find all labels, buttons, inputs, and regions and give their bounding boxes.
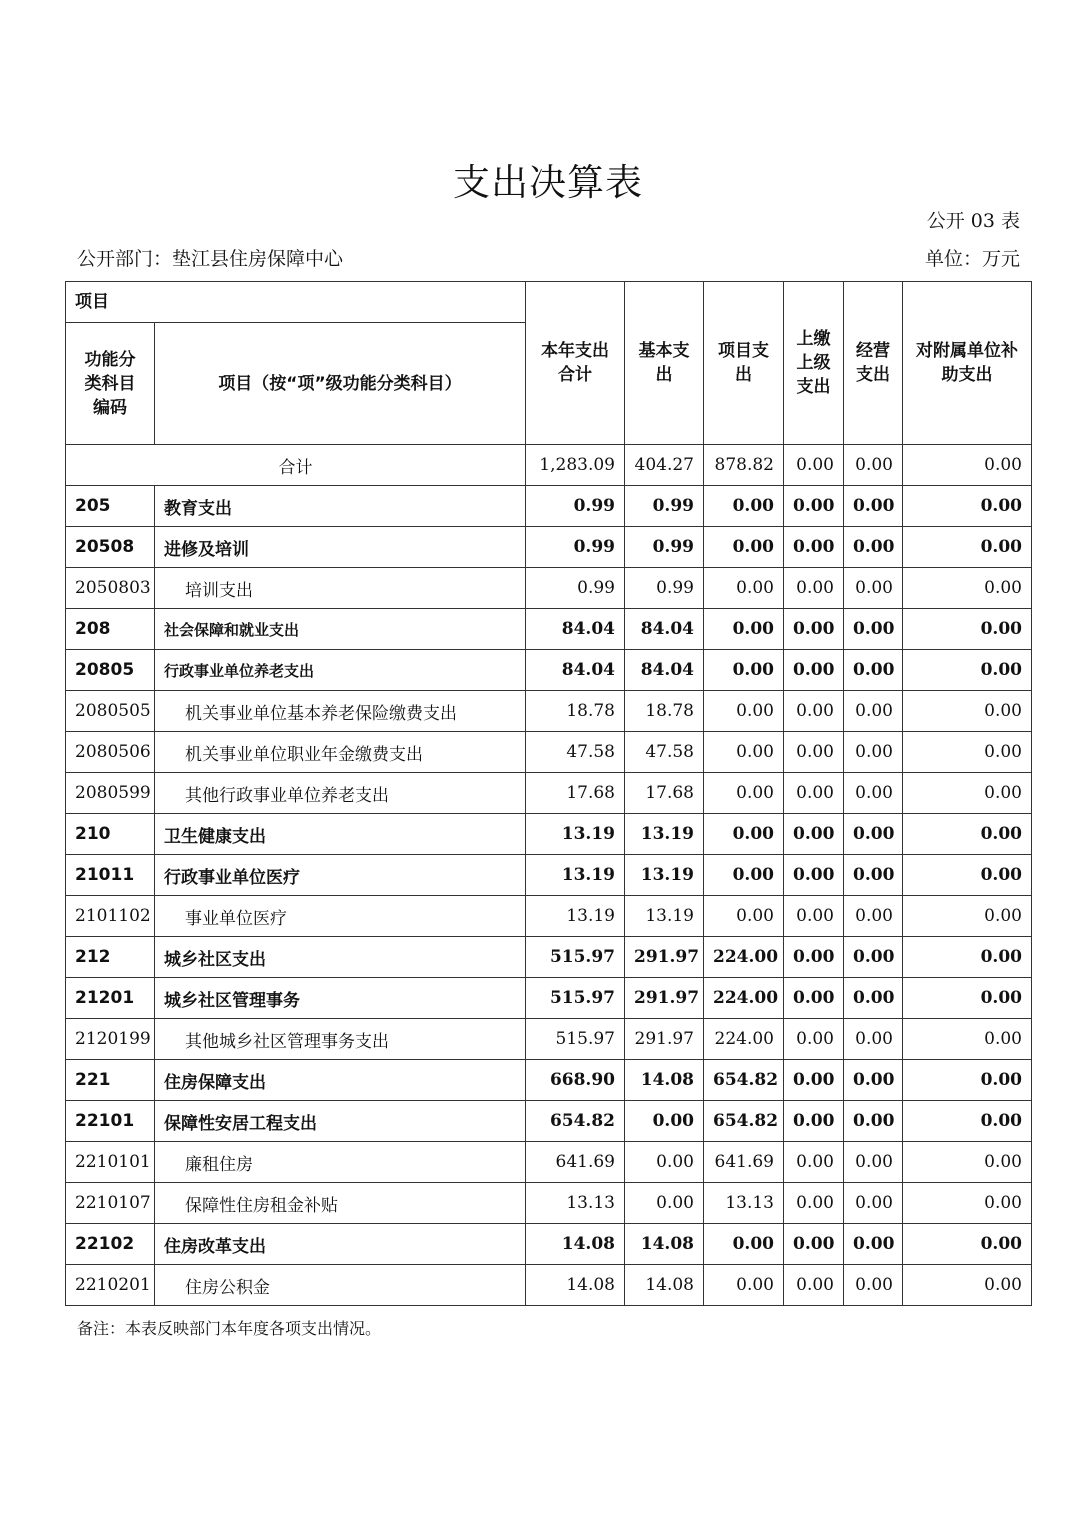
row-name: 机关事业单位基本养老保险缴费支出 xyxy=(155,691,526,732)
row-code: 2080599 xyxy=(66,773,155,814)
row-code: 2120199 xyxy=(66,1019,155,1060)
row-value: 0.00 xyxy=(844,1265,903,1306)
row-value: 0.99 xyxy=(625,486,704,527)
row-name: 教育支出 xyxy=(155,486,526,527)
row-value: 13.19 xyxy=(526,896,625,937)
row-value: 14.08 xyxy=(526,1224,625,1265)
row-value: 84.04 xyxy=(526,609,625,650)
row-code: 221 xyxy=(66,1060,155,1101)
row-code: 20508 xyxy=(66,527,155,568)
row-name: 廉租住房 xyxy=(155,1142,526,1183)
row-value: 13.19 xyxy=(625,896,704,937)
row-value: 0.00 xyxy=(903,814,1032,855)
row-value: 0.00 xyxy=(704,896,784,937)
row-value: 84.04 xyxy=(625,650,704,691)
row-value: 0.00 xyxy=(844,855,903,896)
row-value: 0.00 xyxy=(903,855,1032,896)
row-value: 0.00 xyxy=(784,773,844,814)
row-value: 291.97 xyxy=(625,978,704,1019)
row-value: 0.00 xyxy=(844,896,903,937)
row-value: 515.97 xyxy=(526,937,625,978)
row-value: 18.78 xyxy=(526,691,625,732)
table-row xyxy=(66,773,1032,814)
total-value: 878.82 xyxy=(704,445,784,486)
row-value: 0.00 xyxy=(704,1224,784,1265)
header-operating: 经营支出 xyxy=(844,282,903,445)
row-value: 0.99 xyxy=(526,568,625,609)
row-code: 2210201 xyxy=(66,1265,155,1306)
row-value: 0.00 xyxy=(704,486,784,527)
row-value: 0.00 xyxy=(903,568,1032,609)
total-label: 合计 xyxy=(66,445,526,486)
row-value: 17.68 xyxy=(625,773,704,814)
table-row xyxy=(66,978,1032,1019)
row-value: 0.99 xyxy=(625,527,704,568)
row-value: 0.00 xyxy=(625,1142,704,1183)
row-value: 224.00 xyxy=(704,978,784,1019)
row-value: 14.08 xyxy=(625,1265,704,1306)
row-value: 0.00 xyxy=(903,609,1032,650)
row-value: 84.04 xyxy=(526,650,625,691)
header-remit: 上缴上级支出 xyxy=(784,282,844,445)
total-value: 404.27 xyxy=(625,445,704,486)
row-value: 0.00 xyxy=(784,486,844,527)
row-name: 社会保障和就业支出 xyxy=(155,609,526,650)
row-value: 0.00 xyxy=(704,609,784,650)
table-row xyxy=(66,568,1032,609)
row-value: 0.00 xyxy=(784,527,844,568)
row-value: 641.69 xyxy=(526,1142,625,1183)
row-name: 行政事业单位养老支出 xyxy=(155,650,526,691)
row-value: 515.97 xyxy=(526,1019,625,1060)
row-code: 2050803 xyxy=(66,568,155,609)
row-value: 0.00 xyxy=(784,1224,844,1265)
row-code: 205 xyxy=(66,486,155,527)
header-item: 项目（按“项”级功能分类科目） xyxy=(155,323,526,445)
table-row xyxy=(66,650,1032,691)
form-number: 公开 03 表 xyxy=(926,210,1020,232)
table-row xyxy=(66,486,1032,527)
table-row xyxy=(66,732,1032,773)
row-code: 210 xyxy=(66,814,155,855)
row-value: 13.19 xyxy=(625,814,704,855)
table-row xyxy=(66,1183,1032,1224)
table-row xyxy=(66,527,1032,568)
header-project-exp: 项目支出 xyxy=(704,282,784,445)
row-value: 14.08 xyxy=(625,1224,704,1265)
row-name: 培训支出 xyxy=(155,568,526,609)
row-value: 0.00 xyxy=(704,855,784,896)
row-value: 0.00 xyxy=(903,527,1032,568)
row-code: 2210101 xyxy=(66,1142,155,1183)
row-value: 0.00 xyxy=(784,1183,844,1224)
table-row xyxy=(66,1224,1032,1265)
row-value: 0.00 xyxy=(844,486,903,527)
row-name: 保障性安居工程支出 xyxy=(155,1101,526,1142)
row-name: 事业单位医疗 xyxy=(155,896,526,937)
row-name: 进修及培训 xyxy=(155,527,526,568)
row-value: 13.19 xyxy=(526,814,625,855)
row-value: 0.00 xyxy=(844,937,903,978)
row-value: 0.00 xyxy=(844,1019,903,1060)
unit-label: 单位：万元 xyxy=(924,248,1020,270)
row-value: 654.82 xyxy=(704,1101,784,1142)
row-value: 515.97 xyxy=(526,978,625,1019)
table-row xyxy=(66,1142,1032,1183)
row-value: 14.08 xyxy=(625,1060,704,1101)
row-value: 0.00 xyxy=(704,527,784,568)
row-code: 22102 xyxy=(66,1224,155,1265)
row-value: 13.19 xyxy=(625,855,704,896)
row-value: 291.97 xyxy=(625,937,704,978)
header-subsidy: 对附属单位补助支出 xyxy=(903,282,1032,445)
row-value: 0.00 xyxy=(903,1224,1032,1265)
table-row xyxy=(66,1101,1032,1142)
footnote: 备注：本表反映部门本年度各项支出情况。 xyxy=(77,1319,382,1338)
row-value: 17.68 xyxy=(526,773,625,814)
row-value: 0.00 xyxy=(844,814,903,855)
total-value: 0.00 xyxy=(784,445,844,486)
row-value: 0.00 xyxy=(844,773,903,814)
row-value: 13.13 xyxy=(526,1183,625,1224)
row-value: 13.13 xyxy=(704,1183,784,1224)
row-value: 0.00 xyxy=(903,486,1032,527)
department-label: 公开部门：垫江县住房保障中心 xyxy=(77,248,344,270)
row-value: 0.00 xyxy=(784,978,844,1019)
header-basic: 基本支出 xyxy=(625,282,704,445)
row-value: 291.97 xyxy=(625,1019,704,1060)
table-row xyxy=(66,814,1032,855)
row-code: 21201 xyxy=(66,978,155,1019)
row-value: 0.00 xyxy=(704,814,784,855)
page-title: 支出决算表 xyxy=(453,161,643,204)
row-value: 0.00 xyxy=(844,1183,903,1224)
row-value: 0.00 xyxy=(704,568,784,609)
row-value: 18.78 xyxy=(625,691,704,732)
row-name: 城乡社区管理事务 xyxy=(155,978,526,1019)
table-row xyxy=(66,1019,1032,1060)
row-value: 0.00 xyxy=(903,1019,1032,1060)
row-value: 0.00 xyxy=(704,691,784,732)
row-value: 0.00 xyxy=(784,1060,844,1101)
row-value: 0.99 xyxy=(526,527,625,568)
header-code: 功能分类科目编码 xyxy=(66,323,155,445)
row-value: 0.00 xyxy=(784,1101,844,1142)
table-row xyxy=(66,1060,1032,1101)
row-value: 0.00 xyxy=(844,650,903,691)
row-name: 机关事业单位职业年金缴费支出 xyxy=(155,732,526,773)
row-code: 212 xyxy=(66,937,155,978)
row-value: 0.00 xyxy=(903,896,1032,937)
row-value: 0.00 xyxy=(903,1142,1032,1183)
row-value: 668.90 xyxy=(526,1060,625,1101)
row-value: 654.82 xyxy=(704,1060,784,1101)
total-value: 0.00 xyxy=(903,445,1032,486)
row-value: 224.00 xyxy=(704,1019,784,1060)
row-value: 0.00 xyxy=(844,732,903,773)
row-value: 0.00 xyxy=(784,814,844,855)
row-code: 208 xyxy=(66,609,155,650)
row-value: 0.00 xyxy=(844,527,903,568)
row-value: 0.00 xyxy=(784,650,844,691)
row-value: 0.00 xyxy=(784,609,844,650)
row-value: 14.08 xyxy=(526,1265,625,1306)
row-value: 0.00 xyxy=(784,937,844,978)
row-value: 0.00 xyxy=(903,1265,1032,1306)
row-value: 0.00 xyxy=(784,568,844,609)
row-value: 0.00 xyxy=(903,1101,1032,1142)
row-value: 224.00 xyxy=(704,937,784,978)
header-project: 项目 xyxy=(66,282,526,323)
row-name: 其他行政事业单位养老支出 xyxy=(155,773,526,814)
row-name: 行政事业单位医疗 xyxy=(155,855,526,896)
row-code: 2080506 xyxy=(66,732,155,773)
row-value: 0.00 xyxy=(903,1060,1032,1101)
row-value: 0.00 xyxy=(784,1142,844,1183)
total-row xyxy=(66,445,1032,486)
row-name: 住房公积金 xyxy=(155,1265,526,1306)
row-code: 22101 xyxy=(66,1101,155,1142)
row-value: 0.00 xyxy=(903,732,1032,773)
table-row xyxy=(66,691,1032,732)
row-value: 0.00 xyxy=(784,896,844,937)
row-value: 0.00 xyxy=(903,978,1032,1019)
row-name: 城乡社区支出 xyxy=(155,937,526,978)
row-value: 0.00 xyxy=(784,855,844,896)
total-value: 0.00 xyxy=(844,445,903,486)
row-value: 0.00 xyxy=(704,1265,784,1306)
row-code: 21011 xyxy=(66,855,155,896)
row-value: 0.00 xyxy=(784,691,844,732)
row-value: 0.00 xyxy=(844,691,903,732)
row-value: 0.00 xyxy=(903,773,1032,814)
row-value: 47.58 xyxy=(625,732,704,773)
row-value: 0.00 xyxy=(704,650,784,691)
row-name: 保障性住房租金补贴 xyxy=(155,1183,526,1224)
row-value: 13.19 xyxy=(526,855,625,896)
row-value: 0.00 xyxy=(844,1101,903,1142)
row-value: 0.00 xyxy=(844,1060,903,1101)
table-row xyxy=(66,896,1032,937)
row-value: 0.99 xyxy=(625,568,704,609)
expenditure-table xyxy=(65,281,1032,1306)
table-row xyxy=(66,1265,1032,1306)
row-value: 0.99 xyxy=(526,486,625,527)
row-name: 住房保障支出 xyxy=(155,1060,526,1101)
header-total: 本年支出合计 xyxy=(526,282,625,445)
row-code: 2080505 xyxy=(66,691,155,732)
row-value: 0.00 xyxy=(844,1224,903,1265)
row-name: 其他城乡社区管理事务支出 xyxy=(155,1019,526,1060)
row-value: 0.00 xyxy=(903,691,1032,732)
table-row xyxy=(66,609,1032,650)
row-value: 0.00 xyxy=(903,650,1032,691)
row-value: 0.00 xyxy=(625,1101,704,1142)
row-value: 47.58 xyxy=(526,732,625,773)
row-value: 0.00 xyxy=(784,1019,844,1060)
row-name: 住房改革支出 xyxy=(155,1224,526,1265)
row-code: 20805 xyxy=(66,650,155,691)
row-value: 0.00 xyxy=(903,1183,1032,1224)
row-value: 0.00 xyxy=(704,732,784,773)
table-row xyxy=(66,937,1032,978)
row-value: 0.00 xyxy=(844,978,903,1019)
table-row xyxy=(66,855,1032,896)
total-value: 1,283.09 xyxy=(526,445,625,486)
row-value: 641.69 xyxy=(704,1142,784,1183)
row-name: 卫生健康支出 xyxy=(155,814,526,855)
row-code: 2101102 xyxy=(66,896,155,937)
header-row-1 xyxy=(66,282,1032,323)
row-value: 0.00 xyxy=(784,1265,844,1306)
row-value: 0.00 xyxy=(844,1142,903,1183)
row-value: 0.00 xyxy=(844,568,903,609)
row-value: 654.82 xyxy=(526,1101,625,1142)
row-value: 0.00 xyxy=(903,937,1032,978)
row-value: 0.00 xyxy=(704,773,784,814)
row-value: 84.04 xyxy=(625,609,704,650)
row-value: 0.00 xyxy=(844,609,903,650)
row-value: 0.00 xyxy=(625,1183,704,1224)
row-code: 2210107 xyxy=(66,1183,155,1224)
row-value: 0.00 xyxy=(784,732,844,773)
